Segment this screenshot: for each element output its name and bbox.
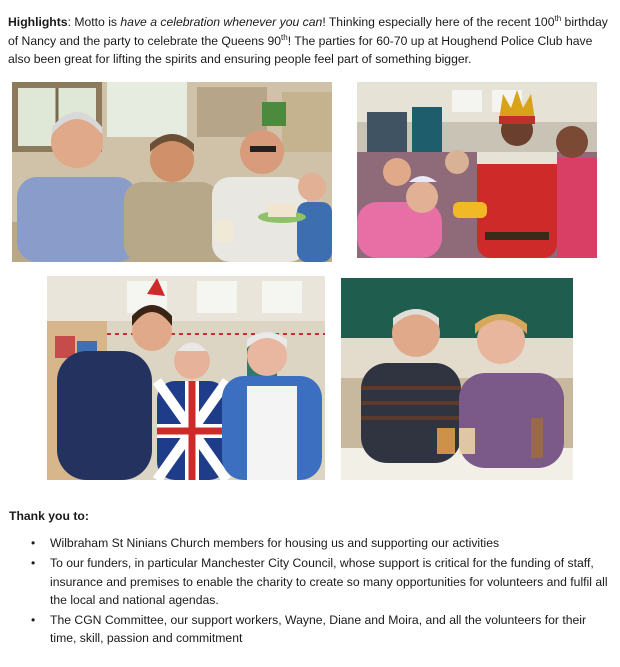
thanks-list: [28, 534, 613, 650]
list-item-text: To our funders, in particular Manchester City Council, whose support is critical for the funding of staff, insurance and premises to enable the charity to create so many opportunities for volunteers and fulfil all the local and national agendas.: [50, 556, 608, 607]
bullet: •: [31, 613, 36, 628]
list-item: [28, 554, 613, 609]
photo-three-women: [47, 276, 325, 480]
ordinal-suffix: th: [554, 14, 562, 23]
list-item-text: Wilbraham St Ninians Church members for housing us and supporting our activities: [50, 536, 500, 550]
photo-group-at-table: [12, 82, 332, 262]
highlights-label: Highlights: [8, 15, 68, 29]
bullet: •: [31, 536, 36, 550]
thanks-heading: Thank you to:: [9, 509, 89, 523]
list-item-text: The CGN Committee, our support workers, Wayne, Diane and Moira, and all the volunteers for their time, skill, passion and commitment: [50, 613, 587, 646]
bullet: •: [31, 556, 36, 571]
highlights-text-2: birthday of Nancy and the party to celebrate the Queens 90: [8, 15, 608, 48]
highlights-colon: : Motto is: [67, 15, 121, 29]
highlights-text-3: ! The parties for 60-70 up at Houghend Police Club have also been great for lifting the spirits and ensuring people feel part of something bigger.: [8, 33, 593, 66]
photo-queens-party: [357, 82, 597, 258]
highlights-text-1: ! Thinking especially here of the recent 100: [322, 15, 555, 29]
list-item: [28, 534, 613, 552]
motto-text: have a celebration whenever you can: [120, 15, 323, 29]
photo-elderly-couple: [341, 278, 573, 480]
ordinal-suffix: th: [281, 32, 288, 42]
list-item: [28, 611, 613, 648]
highlights-paragraph: [8, 13, 608, 69]
